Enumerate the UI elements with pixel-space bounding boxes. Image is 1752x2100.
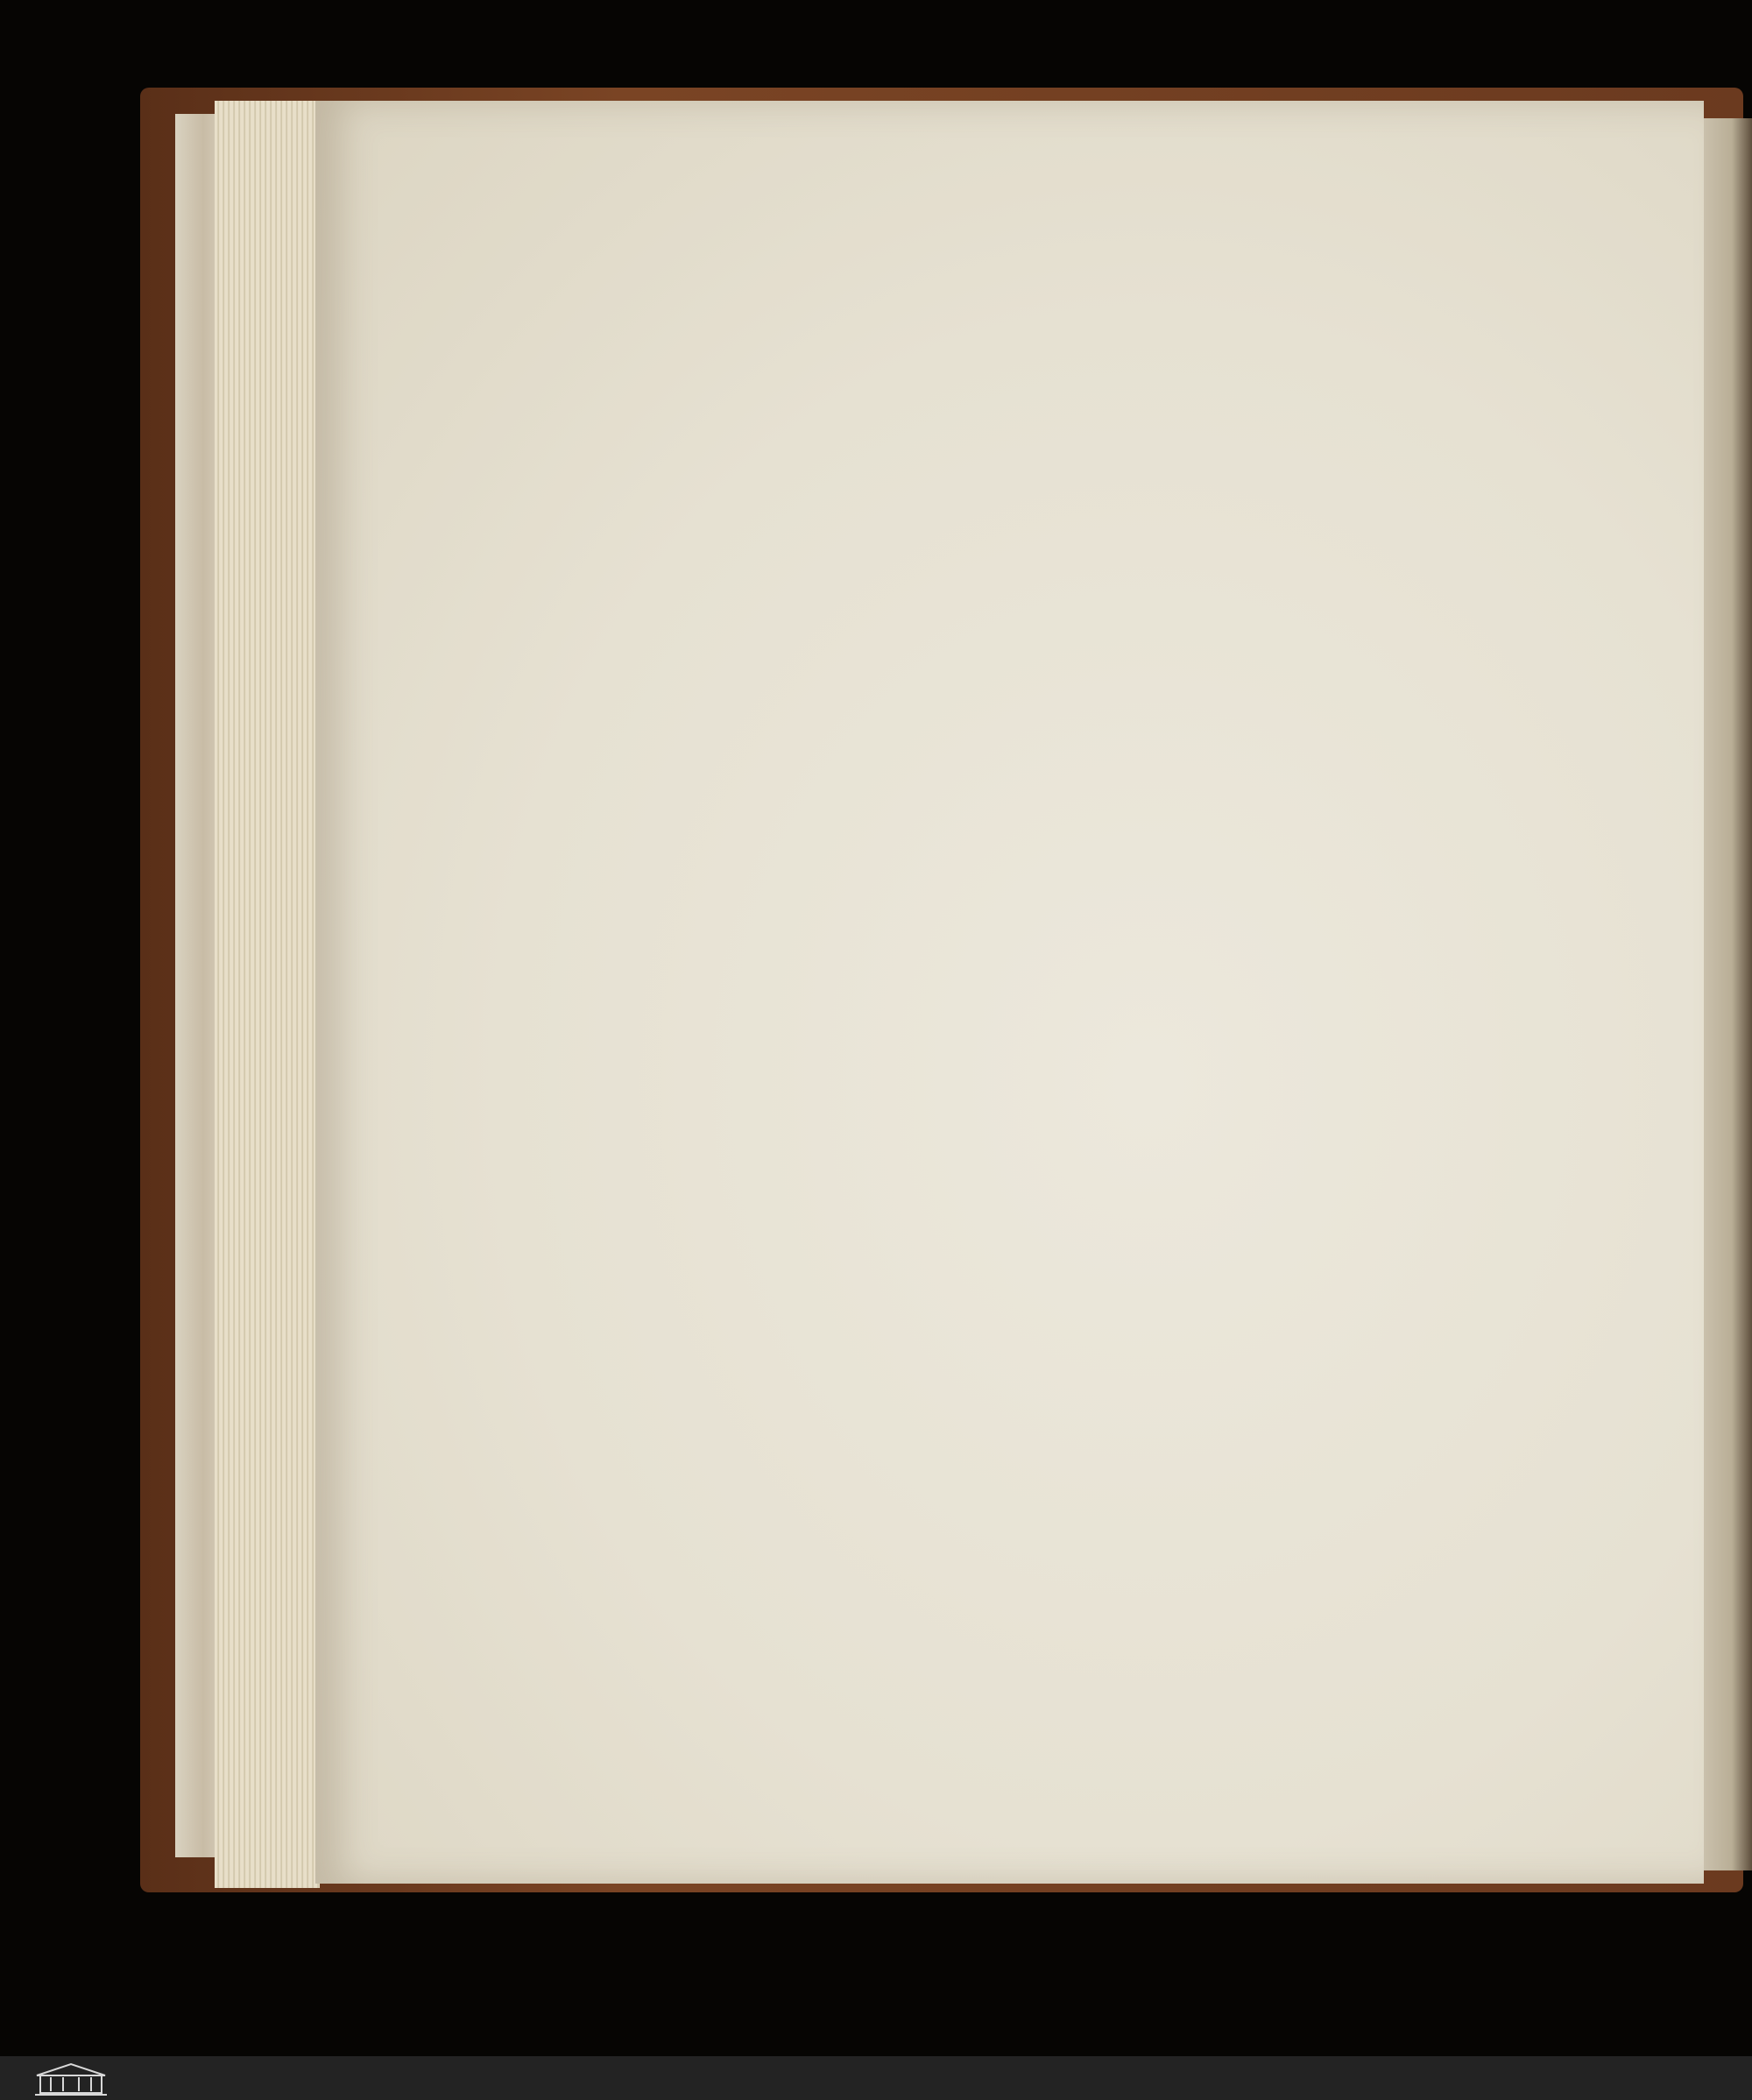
running-header	[561, 331, 1367, 375]
library-footer	[0, 2056, 1752, 2100]
library-building-icon	[33, 2061, 109, 2096]
page-edges	[215, 101, 320, 1888]
